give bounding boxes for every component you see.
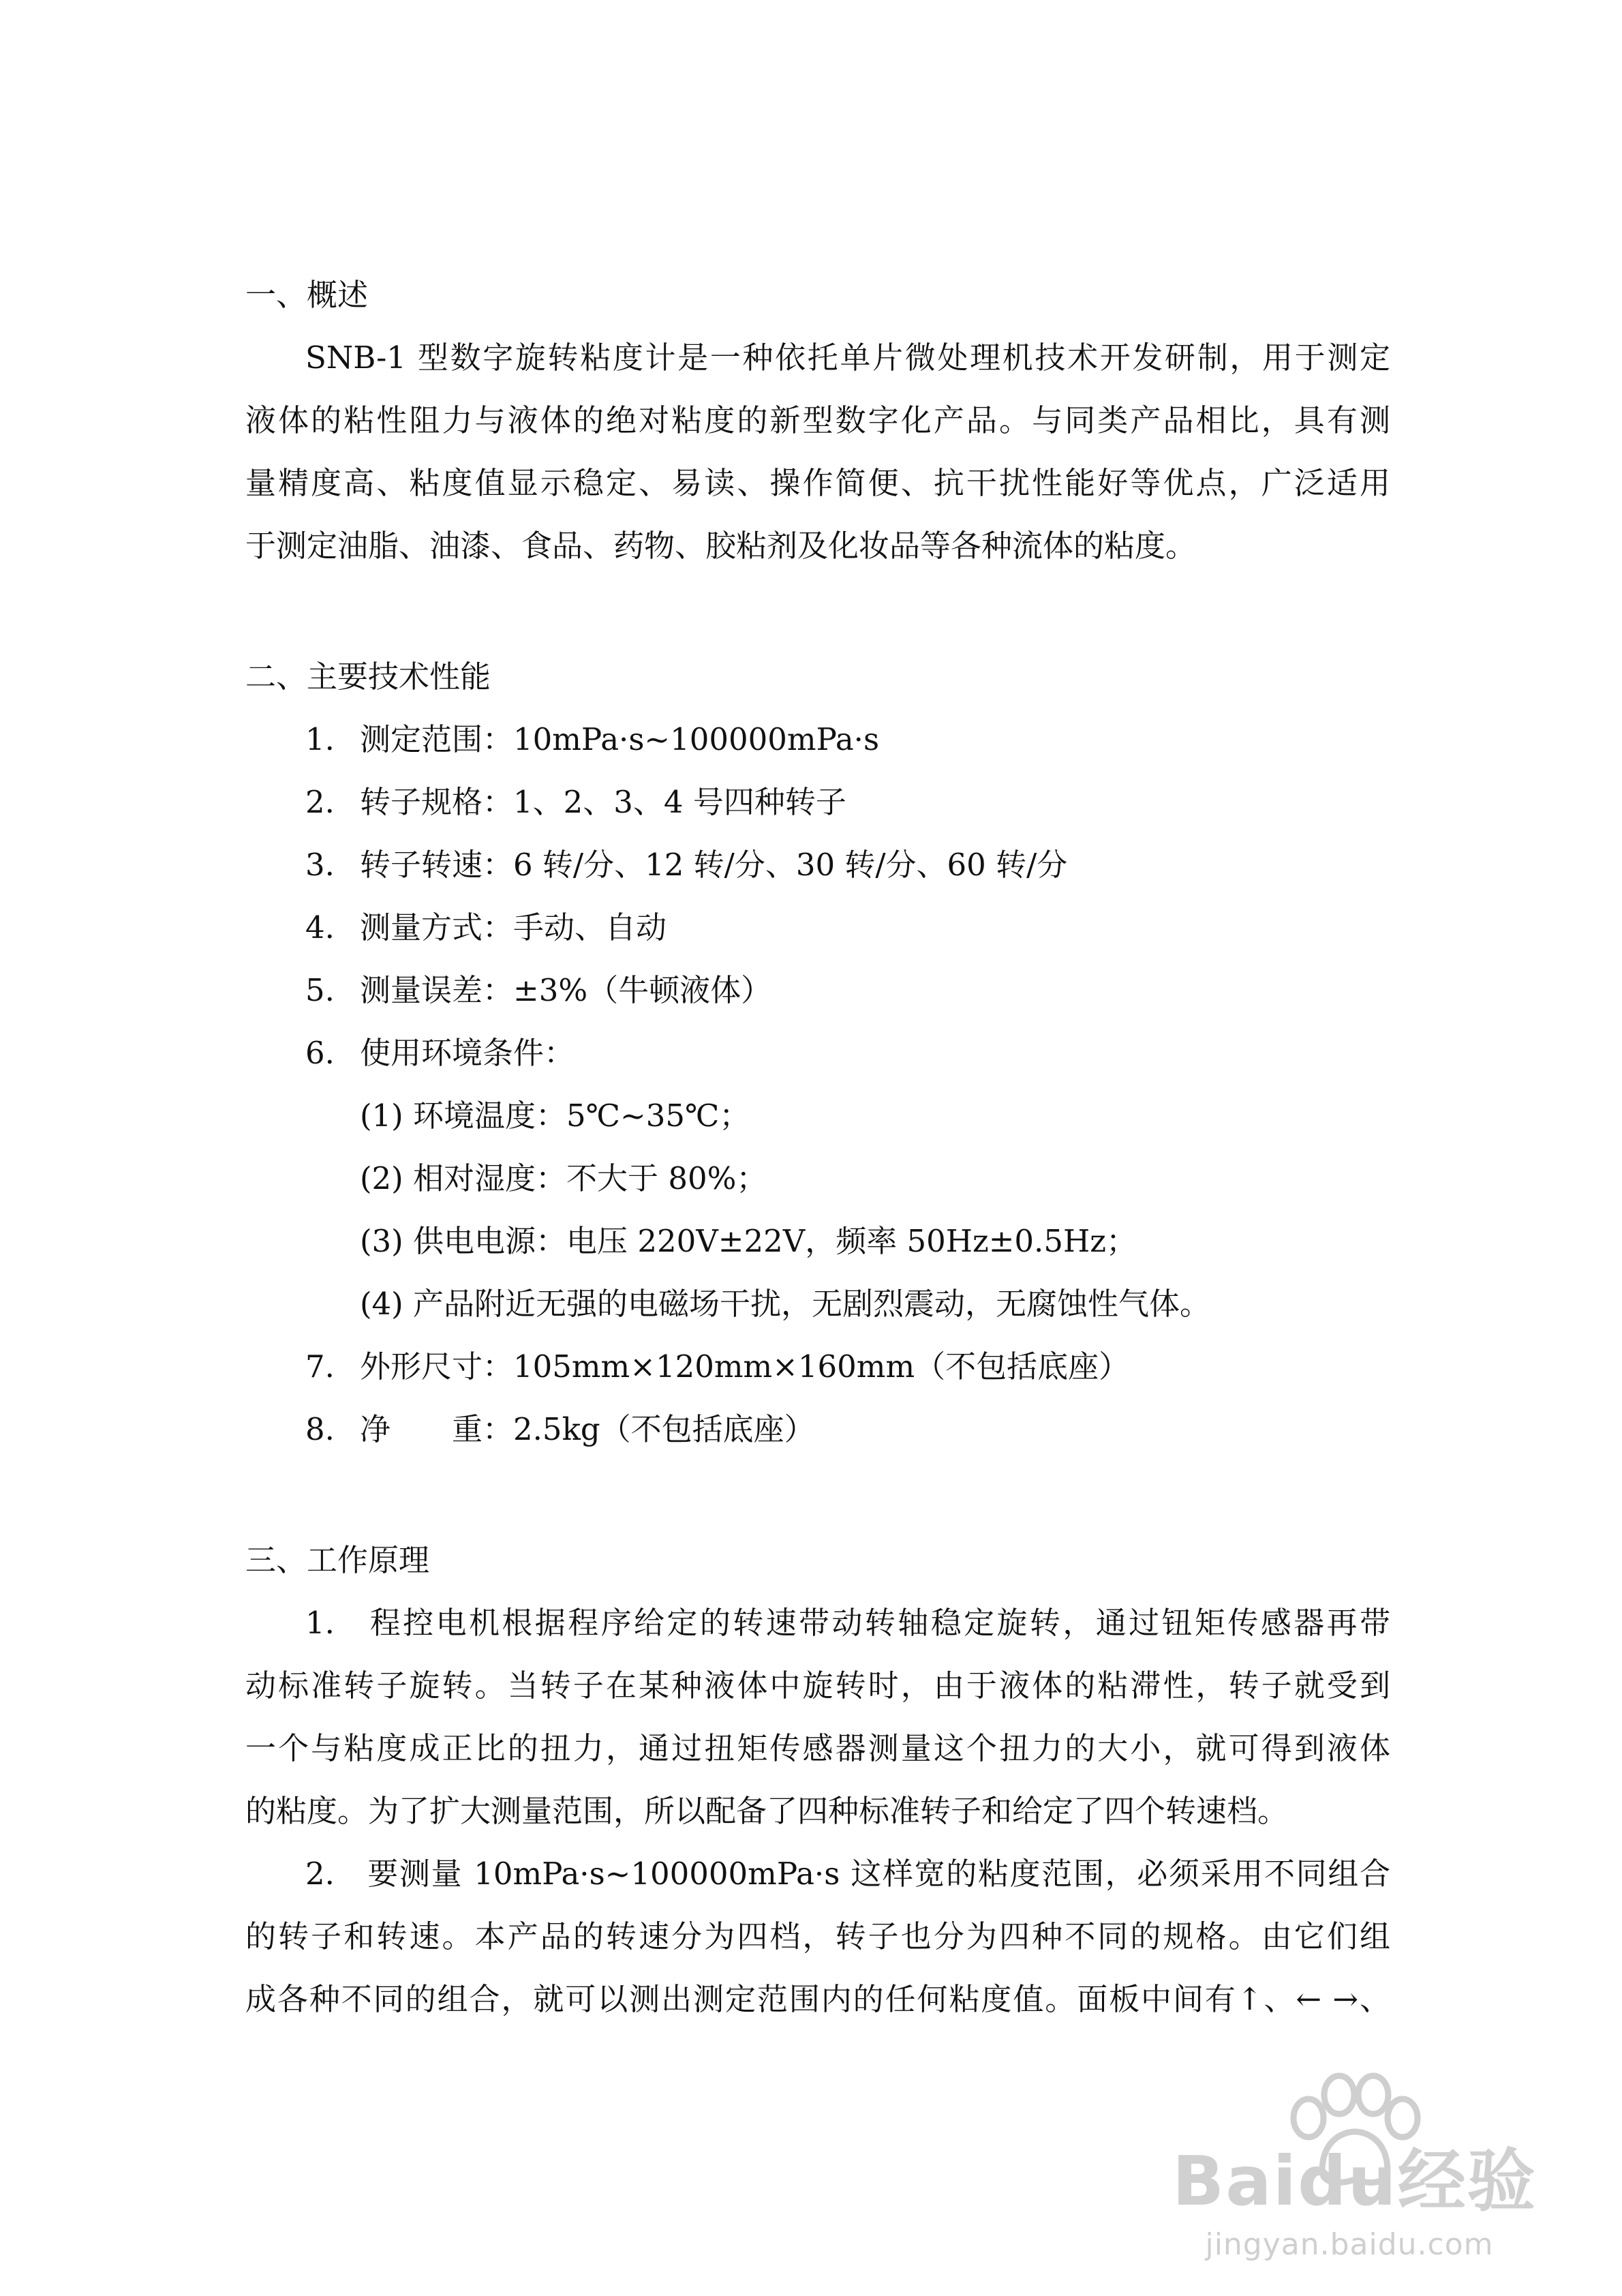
list-number: 1. <box>305 721 335 757</box>
list-number: 3. <box>305 847 335 883</box>
paragraph-line: 于测定油脂、油漆、食品、药物、胶粘剂及化妆品等各种流体的粘度。 <box>245 528 1197 564</box>
section-heading-overview: 一、概述 <box>245 277 369 313</box>
list-number: 2. <box>305 784 335 820</box>
list-item <box>305 719 1390 760</box>
list-number: 8. <box>305 1411 335 1447</box>
paragraph-line: 动标准转子旋转。当转子在某种液体中旋转时，由于液体的粘滞性，转子就受到 <box>245 1667 1390 1704</box>
list-number: 6. <box>305 1035 335 1071</box>
watermark-logo-text: Baidu经验 <box>1172 2141 1537 2221</box>
paragraph-line: 的粘度。为了扩大测量范围，所以配备了四种标准转子和给定了四个转速档。 <box>245 1793 1289 1829</box>
list-item <box>305 1033 1390 1074</box>
list-item <box>305 1409 1390 1450</box>
list-text: 测定范围：10mPa·s~100000mPa·s <box>360 721 880 757</box>
list-item <box>305 1346 1390 1387</box>
paragraph-line: 2. 要测量 10mPa·s~100000mPa·s 这样宽的粘度范围，必须采用不同组合 <box>305 1856 1390 1892</box>
section-heading-specs: 二、主要技术性能 <box>245 659 491 695</box>
paragraph-line: 的转子和转速。本产品的转速分为四档，转子也分为四种不同的规格。由它们组 <box>245 1918 1390 1954</box>
list-text: 转子规格：1、2、3、4 号四种转子 <box>360 784 846 820</box>
list-item <box>305 970 1390 1011</box>
list-item <box>305 907 1390 948</box>
watermark-url: jingyan.baidu.com <box>1205 2227 1494 2262</box>
list-item <box>305 845 1390 886</box>
paragraph-line: SNB-1 型数字旋转粘度计是一种依托单片微处理机技术开发研制，用于测定 <box>305 339 1390 376</box>
list-text: 使用环境条件： <box>360 1035 575 1071</box>
list-text: 测量误差：±3%（牛顿液体） <box>360 972 772 1008</box>
sub-item: (1) 环境温度：5℃~35℃； <box>360 1098 750 1134</box>
list-item <box>305 782 1390 823</box>
sub-item: (3) 供电电源：电压 220V±22V，频率 50Hz±0.5Hz； <box>360 1223 1137 1259</box>
paragraph-line: 1. 程控电机根据程序给定的转速带动转轴稳定旋转，通过钮矩传感器再带 <box>305 1605 1390 1641</box>
baidu-watermark <box>1159 2069 1540 2274</box>
list-number: 5. <box>305 972 335 1008</box>
list-text: 外形尺寸：105mm×120mm×160mm（不包括底座） <box>360 1348 1130 1385</box>
paragraph-line: 液体的粘性阻力与液体的绝对粘度的新型数字化产品。与同类产品相比，具有测 <box>245 402 1390 438</box>
sub-item: (4) 产品附近无强的电磁场干扰，无剧烈震动，无腐蚀性气体。 <box>360 1286 1211 1322</box>
list-number: 7. <box>305 1348 335 1385</box>
sub-item: (2) 相对湿度：不大于 80%； <box>360 1160 767 1196</box>
section-heading-principle: 三、工作原理 <box>245 1542 430 1578</box>
list-text: 净 重：2.5kg（不包括底座） <box>360 1411 815 1447</box>
list-number: 4. <box>305 909 335 946</box>
paragraph-line: 成各种不同的组合，就可以测出测定范围内的任何粘度值。面板中间有↑、← →、 <box>245 1981 1390 2017</box>
list-text: 测量方式：手动、自动 <box>360 909 667 946</box>
paragraph-line: 量精度高、粘度值显示稳定、易读、操作简便、抗干扰性能好等优点，广泛适用 <box>245 465 1390 501</box>
paragraph-line: 一个与粘度成正比的扭力，通过扭矩传感器测量这个扭力的大小，就可得到液体 <box>245 1730 1390 1766</box>
list-text: 转子转速：6 转/分、12 转/分、30 转/分、60 转/分 <box>360 847 1068 883</box>
